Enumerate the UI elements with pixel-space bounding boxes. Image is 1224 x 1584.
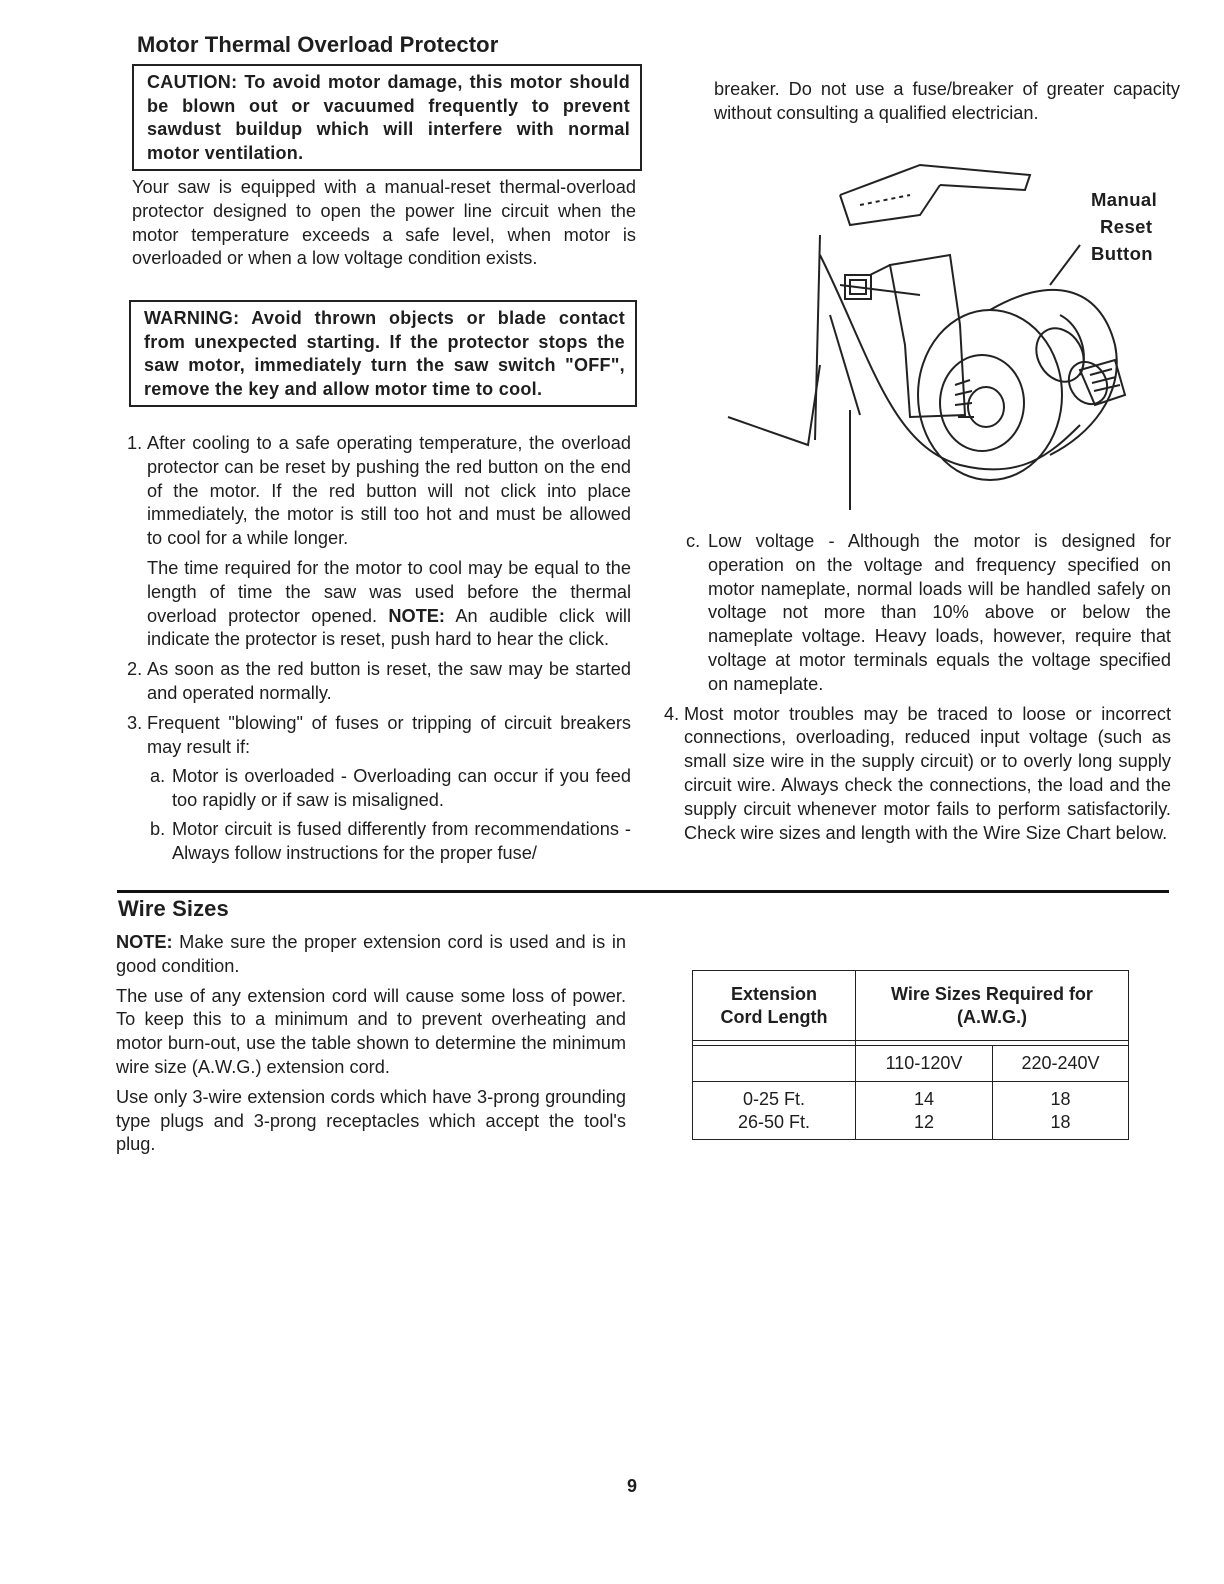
wire-size-table [692, 970, 1129, 1140]
left-column-list [127, 432, 631, 871]
page-number: 9 [627, 1476, 638, 1496]
header-wire-sizes: Wire Sizes Required for (A.W.G.) [856, 971, 1129, 1041]
header-extension-cord-length: Extension Cord Length [693, 971, 856, 1041]
section-title-wire-sizes: Wire Sizes [118, 896, 229, 921]
table-cell-110v: 14 12 [856, 1082, 993, 1140]
caution-box: CAUTION: To avoid motor damage, this motor should be blown out or vacuumed frequently to prevent sawdust buildup which will interfere with normal motor ventilation. [132, 64, 642, 171]
list-item-3c: c. Low voltage - Although the motor is designed for operation on the voltage and frequency specified on motor nameplate, normal loads will be handled safely on voltage not more than 10% above or below the nameplate voltage. Heavy loads, however, require that voltage at motor terminals equals the voltage specified on nameplate. [686, 531, 1171, 694]
wire-para-2: Use only 3-wire extension cords which have 3-prong grounding type plugs and 3-prong receptacles which accept the tool's plug. [116, 1086, 626, 1155]
section-divider [117, 890, 1169, 893]
wire-sizes-text [116, 931, 626, 1163]
list-item-3a: a. Motor is overloaded - Overloading can occur if you feed too rapidly or if saw is misaligned. [150, 766, 631, 811]
table-cell-220v: 18 18 [993, 1082, 1129, 1140]
table-cell-lengths: 0-25 Ft. 26-50 Ft. [693, 1082, 856, 1140]
list-item-2: 2. As soon as the red button is reset, the saw may be started and operated normally. [127, 659, 631, 703]
right-column-continuation: breaker. Do not use a fuse/breaker of greater capacity without consulting a qualified electrician. [714, 79, 1180, 123]
list-item-3b: b. Motor circuit is fused differently from recommendations - Always follow instructions for the proper fuse/ [150, 818, 631, 863]
wire-note: NOTE: Make sure the proper extension cord is used and is in good condition. [116, 932, 627, 976]
warning-box: WARNING: Avoid thrown objects or blade contact from unexpected starting. If the protector stops the saw motor, immediately turn the saw switch "OFF", remove the key and allow motor time to cool. [129, 300, 637, 407]
intro-paragraph: Your saw is equipped with a manual-reset thermal-overload protector designed to open the power line circuit when the motor temperature exceeds a safe level, when motor is overloaded or when a low voltage condition exists. [132, 177, 636, 269]
right-column-list [664, 530, 1171, 851]
list-item-4: 4. Most motor troubles may be traced to loose or incorrect connections, overloading, reduced input voltage (such as small size wire in the supply circuit) or to overly long supply circuit wire. Always check the connections, the load and the supply circuit whenever motor fails to perform satisfactorily. Check wire sizes and length with the Wire Size Chart below. [664, 703, 1171, 843]
section-title-motor-protector: Motor Thermal Overload Protector [137, 32, 499, 57]
list-item-1-paragraph-2: The time required for the motor to cool may be equal to the length of time the saw was used before the thermal overload protector opened. NOTE: An audible click will indicate the protector is reset, push hard to hear the click. [147, 557, 631, 650]
header-110-120v: 110-120V [856, 1046, 993, 1082]
left-column [132, 176, 636, 277]
wire-para-1: The use of any extension cord will cause some loss of power. To keep this to a minimum and to prevent overheating and motor burn-out, use the table shown to determine the minimum wire size (A.W.G.) extension cord. [116, 985, 626, 1077]
figure-label-manual-reset: Manual Reset Button [1091, 189, 1158, 264]
list-item-3: 3. Frequent "blowing" of fuses or tripping of circuit breakers may result if: [127, 712, 631, 757]
list-item-1: 1. After cooling to a safe operating temperature, the overload protector can be reset by pushing the red button on the end of the motor. If the red button will not click into place immediately, the motor is still too hot and must be allowed to cool for a while longer. [127, 433, 631, 549]
header-220-240v: 220-240V [993, 1046, 1129, 1082]
